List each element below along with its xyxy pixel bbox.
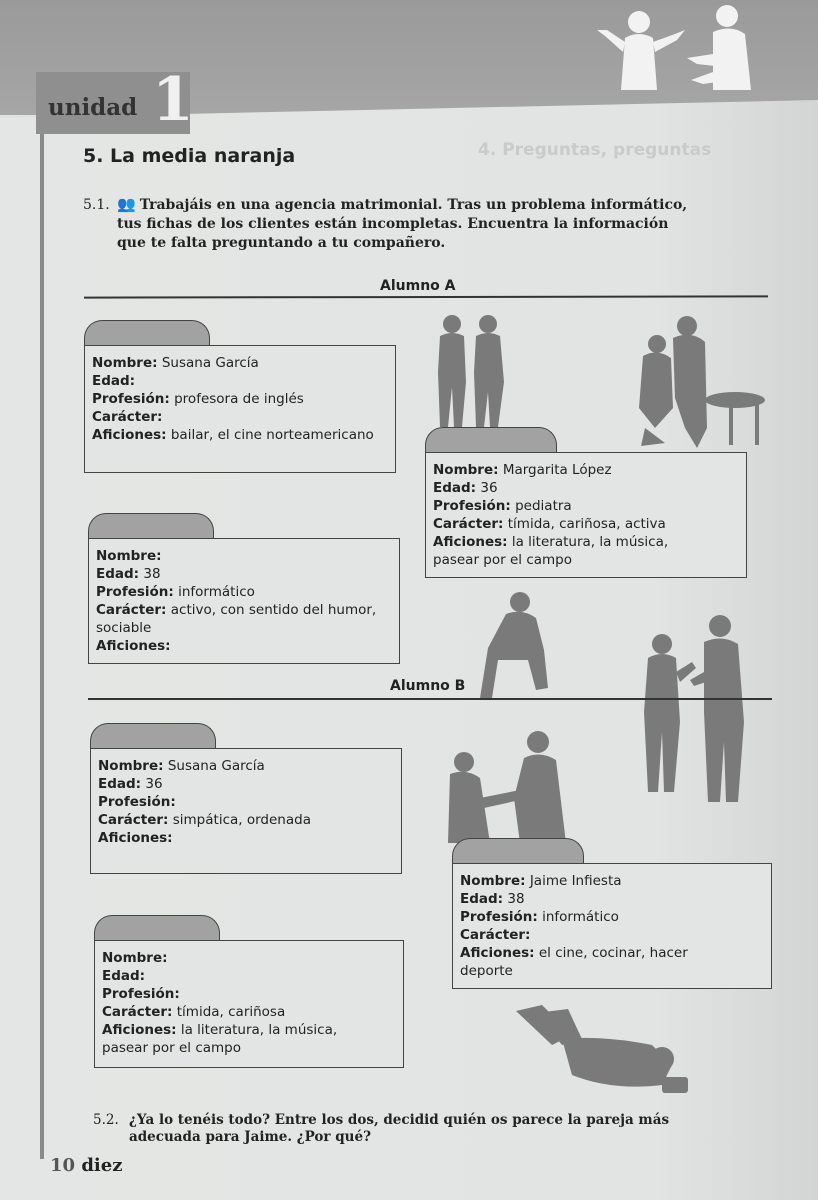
man-comforting-woman-silhouette	[440, 728, 580, 843]
couple-at-table-silhouette	[635, 308, 765, 453]
instruction-line: adecuada para Jaime. ¿Por qué?	[129, 1129, 371, 1145]
page-number: 10	[50, 1155, 76, 1176]
instruction-line: ¿Ya lo tenéis todo? Entre los dos, decidid quién os parece la pareja más	[129, 1112, 670, 1128]
alumno-b-heading: Alumno B	[390, 678, 466, 694]
card-body: Nombre: Susana García Edad: Profesión: profesora de inglés Carácter: Aficiones: bailar, el cine norteamericano	[84, 345, 396, 473]
task-5-1-instructions	[83, 195, 743, 253]
card-body: Nombre: Edad: Profesión: Carácter: tímida, cariñosa Aficiones: la literatura, la música, pasear por el campo	[94, 940, 404, 1068]
page-footer	[50, 1155, 122, 1176]
card-body: Nombre: Jaime Infiesta Edad: 38 Profesión: informático Carácter: Aficiones: el cine, cocinar, hacer deporte	[452, 863, 772, 989]
card-tab	[84, 320, 210, 347]
card-body: Nombre: Margarita López Edad: 36 Profesión: pediatra Carácter: tímida, cariñosa, activa Aficiones: la literatura, la música, pasear por el campo	[425, 452, 747, 578]
two-women-silhouette	[432, 312, 512, 427]
pair-work-icon: 👥	[117, 195, 136, 213]
section-title: 5. La media naranja	[83, 145, 296, 167]
card-body: Nombre: Susana García Edad: 36 Profesión: Carácter: simpática, ordenada Aficiones:	[90, 748, 402, 874]
divider	[88, 698, 772, 700]
instruction-line: Trabajáis en una agencia matrimonial. Tras un problema informático,	[139, 197, 688, 213]
task-number: 5.2.	[93, 1112, 119, 1128]
task-number: 5.1.	[83, 197, 110, 213]
crouching-man-silhouette	[478, 590, 550, 702]
card-body: Nombre: Edad: 38 Profesión: informático Carácter: activo, con sentido del humor, sociable Aficiones:	[88, 538, 400, 664]
unit-number: 1	[152, 65, 194, 135]
instruction-line: que te falta preguntando a tu compañero.	[117, 235, 446, 251]
card-tab	[425, 427, 557, 454]
card-tab	[90, 723, 216, 750]
page-number-word: diez	[81, 1155, 123, 1176]
woman-lying-on-phone-silhouette	[512, 1005, 692, 1100]
card-tab	[94, 915, 220, 942]
card-tab	[88, 513, 214, 540]
task-5-2-instructions	[93, 1112, 743, 1146]
bleed-through-title: 4. Preguntas, preguntas	[478, 140, 712, 160]
card-tab	[452, 838, 584, 865]
margin-rule	[40, 134, 44, 1159]
instruction-line: tus fichas de los clientes están incompletas. Encuentra la información	[117, 216, 669, 232]
unit-label: unidad	[48, 94, 138, 121]
arguing-couple-illustration	[585, 0, 775, 100]
alumno-a-heading: Alumno A	[380, 278, 456, 294]
arguing-couple-silhouette	[640, 612, 750, 807]
